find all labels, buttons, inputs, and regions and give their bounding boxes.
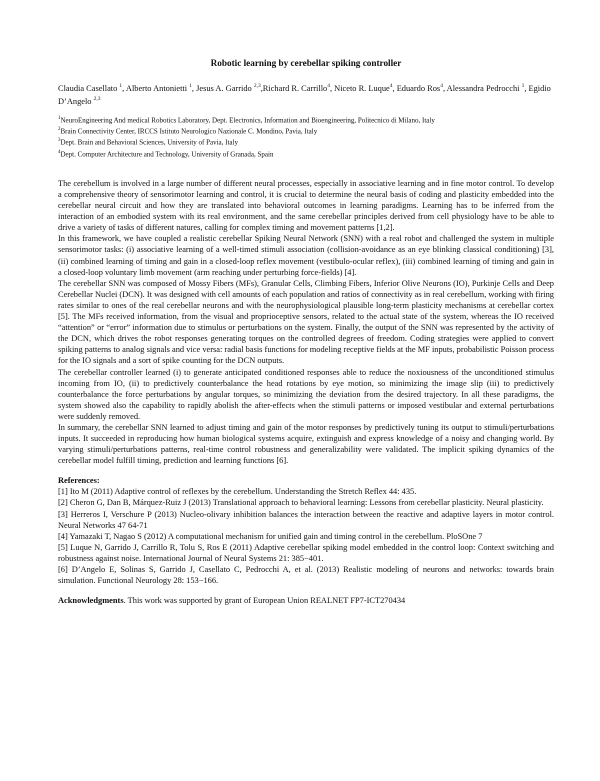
affiliation: $^2$Brain Connectivity Center, IRCCS Istituto Neurologico Nazionale C. Mondino, Pavia, Italy	[58, 126, 318, 136]
reference-item: [2] Cheron G, Dan B, Márquez-Ruiz J (2013) Translational approach to behavioral learning: Lessons from cerebellar plasticity. Neural plasticity.	[58, 498, 544, 508]
references-heading: References:	[58, 476, 100, 486]
acknowledgments	[58, 595, 554, 606]
references-section	[58, 475, 554, 586]
author: Eduardo Ros$^4$	[396, 83, 443, 93]
body-paragraph: The cerebellar SNN was composed of Mossy Fibers (MFs), Granular Cells, Climbing Fibers, Inferior Olive Neurons (IO), Purkinje Cells and Deep Cerebellar Nuclei (DCN). It was designed with cell amounts of each population and ratios of connectivity as in real cerebellum, working with firing rates similar to ones of the real cerebellar neurons and with the neurophysiological plausible long-term plasticity mechanisms at cerebellar cortex [5]. The MFs received information, from the visual and proprioceptive sensors, related to the actual state of the system, whereas the IO received “attention” or “error” information due to stimulus or perturbations on the system. Finally, the output of the SNN was represented by the activity of the DCN, which drives the robot responses generating torques on the controlled degrees of freedom. Coding strategies were applied to convert spiking patterns to analog signals and vice versa: radial basis functions for modeling receptive fields at the MF inputs, probabilistic Poisson process for the IO signals and a sort of spike counting for the DCN outputs.	[58, 278, 554, 366]
reference-item: [3] Herreros I, Verschure P (2013) Nucleo-olivary inhibition balances the interaction between the reactive and adaptive layers in motor control. Neural Networks 47 64-71	[58, 509, 554, 530]
reference-item: [4] Yamazaki T, Nagao S (2012) A computational mechanism for unified gain and timing control in the cerebellum. PloSOne 7	[58, 531, 483, 541]
reference-item: [6] D’Angelo E, Solinas S, Garrido J, Casellato C, Pedrocchi A, et al. (2013) Realistic modeling of neurons and networks: towards brain simulation. Functional Neurology 28: 153−166.	[58, 565, 554, 586]
author: Alessandra Pedrocchi $^1$	[446, 83, 525, 93]
acknowledgments-text: . This work was supported by grant of European Union REALNET FP7-ICT270434	[123, 596, 406, 606]
affiliation: $^1$NeuroEngineering And medical Robotics Laboratory, Dept. Electronics, Information and Bioengineering, Politecnico di Milano, Italy	[58, 115, 435, 124]
acknowledgments-label: Acknowledgments	[58, 596, 124, 606]
author: Richard R. Carrillo$^4$	[262, 83, 330, 93]
author: Niceto R. Luque$^4$	[334, 83, 393, 93]
author: Egidio D’Angelo $^{2,3}$	[58, 83, 551, 106]
author-list: Claudia Casellato $^1$, Alberto Antonietti $^1$, Jesus A. Garrido $^{2,3}$,Richard R. Carrillo$^4$, Niceto R. Luque$^4$, Eduardo Ros$^4$, Alessandra Pedrocchi $^1$, Egidio D’Angelo $^{2,3}$	[58, 83, 551, 106]
author: Jesus A. Garrido $^{2,3}$	[196, 83, 261, 93]
body-paragraph: In this framework, we have coupled a realistic cerebellar Spiking Neural Network (SNN) with a real robot and challenged the system in multiple sensorimotor tasks: (i) associative learning of a well-timed stimuli association (collision-avoidance as an eye blinking classical conditioning) [3], (ii) combined learning of timing and gain in a closed-loop reflex movement (vestibulo-ocular reflex), (iii) combined learning of timing and gain in a closed-loop voluntary limb movement (arm reaching under perturbing force-fields) [4].	[58, 234, 554, 277]
affiliation-list	[58, 114, 554, 159]
abstract-body	[58, 178, 554, 466]
author: Claudia Casellato $^1$	[58, 83, 123, 93]
paper-title: Robotic learning by cerebellar spiking controller	[210, 58, 402, 68]
affiliation: $^3$Dept. Brain and Behavioral Sciences, University of Pavia, Italy	[58, 138, 238, 147]
reference-item: [5] Luque N, Garrido J, Carrillo R, Tolu S, Ros E (2011) Adaptive cerebellar spiking model embedded in the control loop: Context switching and robustness against noise. International Journal of Neural Systems 21: 385−401.	[58, 542, 554, 563]
body-paragraph: The cerebellar controller learned (i) to generate anticipated conditioned responses able to reduce the noxiousness of the unconditioned stimulus incoming from IO, (ii) to predictively counterbalance the head rotations by eye motion, so minimizing the image slip (iii) to predictively counterbalance the force perturbations by angular torques, so minimizing the deviation from the desired trajectory. In all these paradigms, the system showed also the capability to rapidly abolish the after-effects when the stimuli patterns or imposed vestibular and external perturbations were suddenly removed.	[58, 367, 554, 421]
author: Alberto Antonietti $^1$	[125, 83, 192, 93]
reference-item: [1] Ito M (2011) Adaptive control of reflexes by the cerebellum. Understanding the Stretch Reflex 44: 435.	[58, 487, 417, 497]
body-paragraph: In summary, the cerebellar SNN learned to adjust timing and gain of the motor responses by predictively tuning its output to stimuli/perturbations inputs. It succeeded in reproducing how human biological systems acquire, extinguish and express knowledge of a noisy and changing world. By varying stimuli/perturbations patterns, real-time control robustness and generalizability were validated. The implicit spiking dynamics of the cerebellar model fulfill timing, prediction and learning functions [6].	[58, 422, 554, 466]
body-paragraph: The cerebellum is involved in a large number of different neural processes, especially in associative learning and in fine motor control. To develop a comprehensive theory of sensorimotor learning and control, it is crucial to determine the neural basis of coding and plasticity embedded into the cerebellar neural circuit and how they are translated into behavioral outcomes in learning paradigms. Learning has to be inferred from the interaction of an embodied system with its real environment, and the same cerebellar principles derived from cell physiology have to be able to drive a variety of tasks of different natures, calling for complex timing and movement patterns [1,2].	[58, 178, 554, 233]
affiliation: $^4$Dept. Computer Architecture and Technology, University of Granada, Spain	[58, 149, 274, 158]
